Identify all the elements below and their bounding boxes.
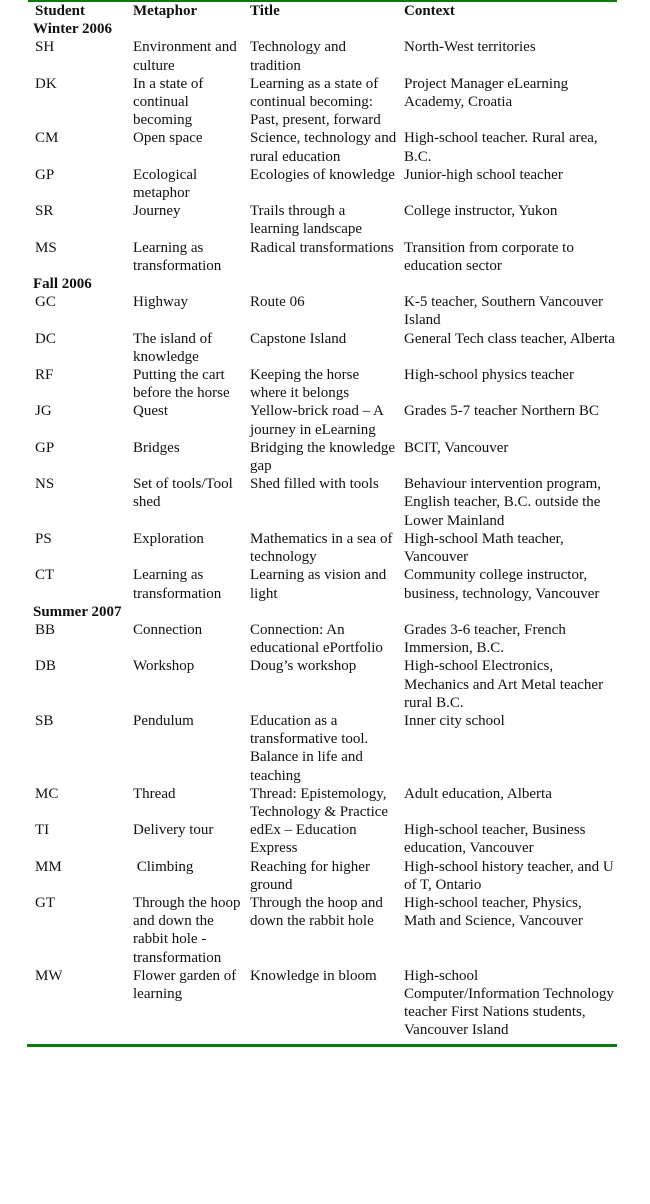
cell-title: Shed filled with tools xyxy=(250,476,379,493)
cell-student: SR xyxy=(35,203,54,220)
cell-title: Route 06 xyxy=(250,294,305,311)
table-row xyxy=(28,75,617,130)
cell-context: Adult education, Alberta xyxy=(404,785,552,802)
cell-metaphor: The island of knowledge xyxy=(133,330,216,365)
cell-student: MW xyxy=(35,967,63,984)
cell-metaphor: Learning as transformation xyxy=(133,567,222,602)
cell-context: Project Manager eLearning Academy, Croatia xyxy=(404,75,572,111)
cell-student: GT xyxy=(35,894,55,911)
cell-metaphor: Flower garden of learning xyxy=(133,967,241,1002)
cell-context: College instructor, Yukon xyxy=(404,203,558,220)
cell-title: Education as a transformative tool. Balance in life and teaching xyxy=(250,712,373,784)
cell-context: High-school teacher, Physics, Math and Science, Vancouver xyxy=(404,894,586,930)
cell-metaphor: Journey xyxy=(133,203,181,220)
cell-title: Radical transformations xyxy=(250,239,394,256)
cell-title: Bridging the knowledge gap xyxy=(250,439,399,475)
cell-context: High-school history teacher, and U of T, Ontario xyxy=(404,858,618,893)
cell-context: BCIT, Vancouver xyxy=(404,439,509,456)
cell-context: High-school teacher, Business education, Vancouver xyxy=(404,822,590,857)
cell-metaphor: Exploration xyxy=(133,530,204,547)
cell-student: BB xyxy=(35,621,56,638)
cell-title: Keeping the horse where it belongs xyxy=(250,367,363,402)
table-row xyxy=(28,621,617,657)
cell-context: Behaviour intervention program, English teacher, B.C. outside the Lower Mainland xyxy=(404,476,605,529)
cell-title: Mathematics in a sea of technology xyxy=(250,530,397,566)
cell-title: Trails through a learning landscape xyxy=(250,203,363,238)
cell-title: Connection: An educational ePortfolio xyxy=(250,621,383,657)
cell-student: DC xyxy=(35,330,56,347)
table-row xyxy=(28,366,617,402)
cell-context: Transition from corporate to education sector xyxy=(404,239,578,274)
table-row xyxy=(28,439,617,475)
table-row xyxy=(28,402,617,438)
section-label: Fall 2006 xyxy=(33,276,92,293)
cell-metaphor: Set of tools/Tool shed xyxy=(133,476,237,511)
metaphor-table xyxy=(28,2,617,1040)
cell-metaphor: Workshop xyxy=(133,658,195,675)
cell-student: GC xyxy=(35,294,56,311)
table-row xyxy=(28,566,617,602)
cell-context: High-school Math teacher, Vancouver xyxy=(404,530,568,566)
section-row xyxy=(28,275,617,293)
table-row xyxy=(28,712,617,785)
cell-context: Grades 5-7 teacher Northern BC xyxy=(404,403,599,420)
table-row xyxy=(28,330,617,366)
cell-metaphor: In a state of continual becoming xyxy=(133,75,208,129)
table-row xyxy=(28,202,617,238)
cell-student: PS xyxy=(35,530,52,547)
cell-student: NS xyxy=(35,476,55,493)
cell-metaphor: Connection xyxy=(133,621,203,638)
section-row xyxy=(28,20,617,38)
cell-title: Capstone Island xyxy=(250,330,347,347)
cell-context: High-school Electronics, Mechanics and Art Metal teacher rural B.C. xyxy=(404,658,607,711)
table-row xyxy=(28,530,617,566)
cell-context: Community college instructor, business, technology, Vancouver xyxy=(404,567,600,602)
header-student: Student xyxy=(35,3,86,19)
header-metaphor: Metaphor xyxy=(133,3,198,19)
cell-student: MC xyxy=(35,785,59,802)
cell-metaphor: Through the hoop and down the rabbit hole - transformation xyxy=(133,894,245,966)
table-row xyxy=(28,239,617,275)
cell-title: Thread: Epistemology, Technology & Practice xyxy=(250,785,390,820)
cell-title: Technology and tradition xyxy=(250,39,350,74)
cell-student: JG xyxy=(35,403,52,420)
cell-title: Learning as vision and light xyxy=(250,567,390,602)
cell-title: Ecologies of knowledge xyxy=(250,166,395,183)
cell-context: Inner city school xyxy=(404,712,505,729)
cell-student: RF xyxy=(35,367,54,384)
table-row xyxy=(28,38,617,74)
table-body xyxy=(28,20,617,1039)
header-title: Title xyxy=(250,3,280,19)
cell-title: Reaching for higher ground xyxy=(250,858,374,893)
table-row xyxy=(28,821,617,857)
metaphor-table-document xyxy=(28,0,617,1047)
cell-context: High-school physics teacher xyxy=(404,367,574,384)
cell-student: SH xyxy=(35,39,55,56)
cell-title: Through the hoop and down the rabbit hole xyxy=(250,894,387,930)
cell-context: High-school teacher. Rural area, B.C. xyxy=(404,130,602,165)
cell-metaphor: Thread xyxy=(133,785,176,802)
cell-student: MS xyxy=(35,239,57,256)
cell-title: Yellow-brick road – A journey in eLearning xyxy=(250,403,387,438)
cell-student: CM xyxy=(35,130,59,147)
cell-title: Doug’s workshop xyxy=(250,658,357,675)
table-row xyxy=(28,785,617,821)
cell-metaphor: Pendulum xyxy=(133,712,194,729)
cell-student: DB xyxy=(35,658,56,675)
cell-title: edEx – Education Express xyxy=(250,822,361,857)
header-row xyxy=(28,2,617,20)
cell-metaphor: Quest xyxy=(133,403,168,420)
cell-metaphor: Putting the cart before the horse xyxy=(133,367,230,402)
cell-student: TI xyxy=(35,822,50,839)
section-label: Winter 2006 xyxy=(33,21,113,38)
table-row xyxy=(28,166,617,202)
table-row xyxy=(28,657,617,712)
cell-metaphor: Highway xyxy=(133,294,188,311)
cell-student: CT xyxy=(35,567,55,584)
cell-student: GP xyxy=(35,439,55,456)
table-row xyxy=(28,967,617,1040)
section-row xyxy=(28,603,617,621)
cell-title: Science, technology and rural education xyxy=(250,130,400,165)
bottom-rule xyxy=(27,1044,617,1047)
header-context: Context xyxy=(404,3,455,19)
cell-context: General Tech class teacher, Alberta xyxy=(404,330,615,347)
section-label: Summer 2007 xyxy=(33,603,122,620)
table-row xyxy=(28,894,617,967)
cell-context: North-West territories xyxy=(404,39,536,56)
table-row xyxy=(28,475,617,530)
cell-student: GP xyxy=(35,166,55,183)
cell-metaphor: Ecological metaphor xyxy=(133,166,201,202)
cell-metaphor: Environment and culture xyxy=(133,39,241,74)
cell-metaphor: Learning as transformation xyxy=(133,239,222,274)
cell-student: DK xyxy=(35,75,57,92)
cell-student: MM xyxy=(35,858,62,875)
cell-metaphor: Bridges xyxy=(133,439,180,456)
cell-metaphor: Delivery tour xyxy=(133,822,214,839)
cell-context: Grades 3-6 teacher, French Immersion, B.C. xyxy=(404,621,570,657)
cell-title: Knowledge in bloom xyxy=(250,967,377,984)
table-row xyxy=(28,293,617,329)
cell-context: K-5 teacher, Southern Vancouver Island xyxy=(404,294,607,329)
cell-metaphor: Climbing xyxy=(133,858,194,875)
cell-title: Learning as a state of continual becoming: Past, present, forward xyxy=(250,75,383,129)
table-row xyxy=(28,858,617,894)
cell-metaphor: Open space xyxy=(133,130,203,147)
cell-context: High-school Computer/Information Technology teacher First Nations students, Vancouver Island xyxy=(404,967,618,1039)
table-row xyxy=(28,129,617,165)
cell-student: SB xyxy=(35,712,54,729)
cell-context: Junior-high school teacher xyxy=(404,166,563,183)
